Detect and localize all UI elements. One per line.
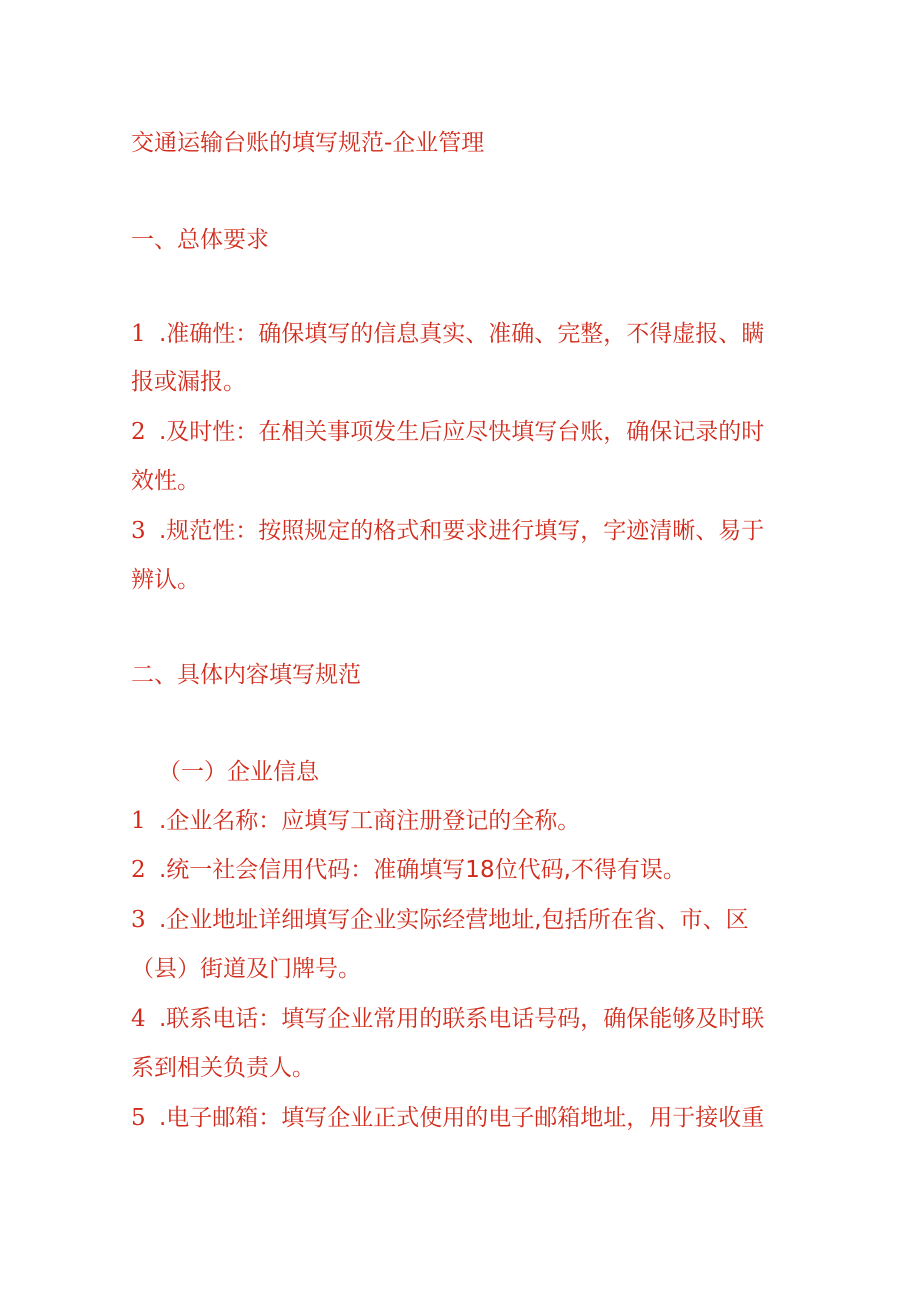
item-text-continuation: 效性。 [131, 468, 200, 494]
item-text: .企业名称：应填写工商注册登记的全称。 [159, 808, 581, 834]
list-item [131, 417, 764, 447]
list-item [131, 905, 749, 935]
list-item [131, 1004, 764, 1034]
item-text-continuation: 系到相关负责人。 [131, 1055, 315, 1081]
item-number: 3 [131, 907, 146, 933]
list-item [131, 1103, 764, 1133]
list-item [131, 806, 580, 836]
item-text: .及时性：在相关事项发生后应尽快填写台账，确保记录的时 [159, 419, 765, 445]
list-item [131, 319, 764, 349]
item-number: 2 [131, 857, 146, 883]
item-number: 5 [131, 1105, 146, 1131]
item-text: .电子邮箱：填写企业正式使用的电子邮箱地址，用于接收重 [159, 1105, 765, 1131]
section-heading-general-requirements: 一、总体要求 [131, 227, 269, 253]
list-item [131, 855, 686, 885]
document-title: 交通运输台账的填写规范-企业管理 [131, 130, 485, 156]
item-text: .准确性：确保填写的信息真实、准确、完整，不得虚报、瞒 [159, 321, 765, 347]
item-number: 1 [131, 808, 146, 834]
item-text: .统一社会信用代码：准确填写18位代码,不得有误。 [159, 857, 686, 883]
section-heading-specific-content: 二、具体内容填写规范 [131, 662, 361, 688]
item-number: 3 [131, 518, 146, 544]
item-text: .规范性：按照规定的格式和要求进行填写，字迹清晰、易于 [159, 518, 765, 544]
item-text-continuation: （县）街道及门牌号。 [131, 956, 361, 982]
subsection-heading-enterprise-info: （一）企业信息 [158, 759, 319, 785]
item-number: 1 [131, 321, 146, 347]
item-text-continuation: 辨认。 [131, 567, 200, 593]
item-number: 2 [131, 419, 146, 445]
item-number: 4 [131, 1006, 146, 1032]
item-text: .联系电话：填写企业常用的联系电话号码，确保能够及时联 [159, 1006, 765, 1032]
item-text-continuation: 报或漏报。 [131, 369, 246, 395]
list-item [131, 516, 764, 546]
item-text: .企业地址详细填写企业实际经营地址,包括所在省、市、区 [159, 907, 749, 933]
